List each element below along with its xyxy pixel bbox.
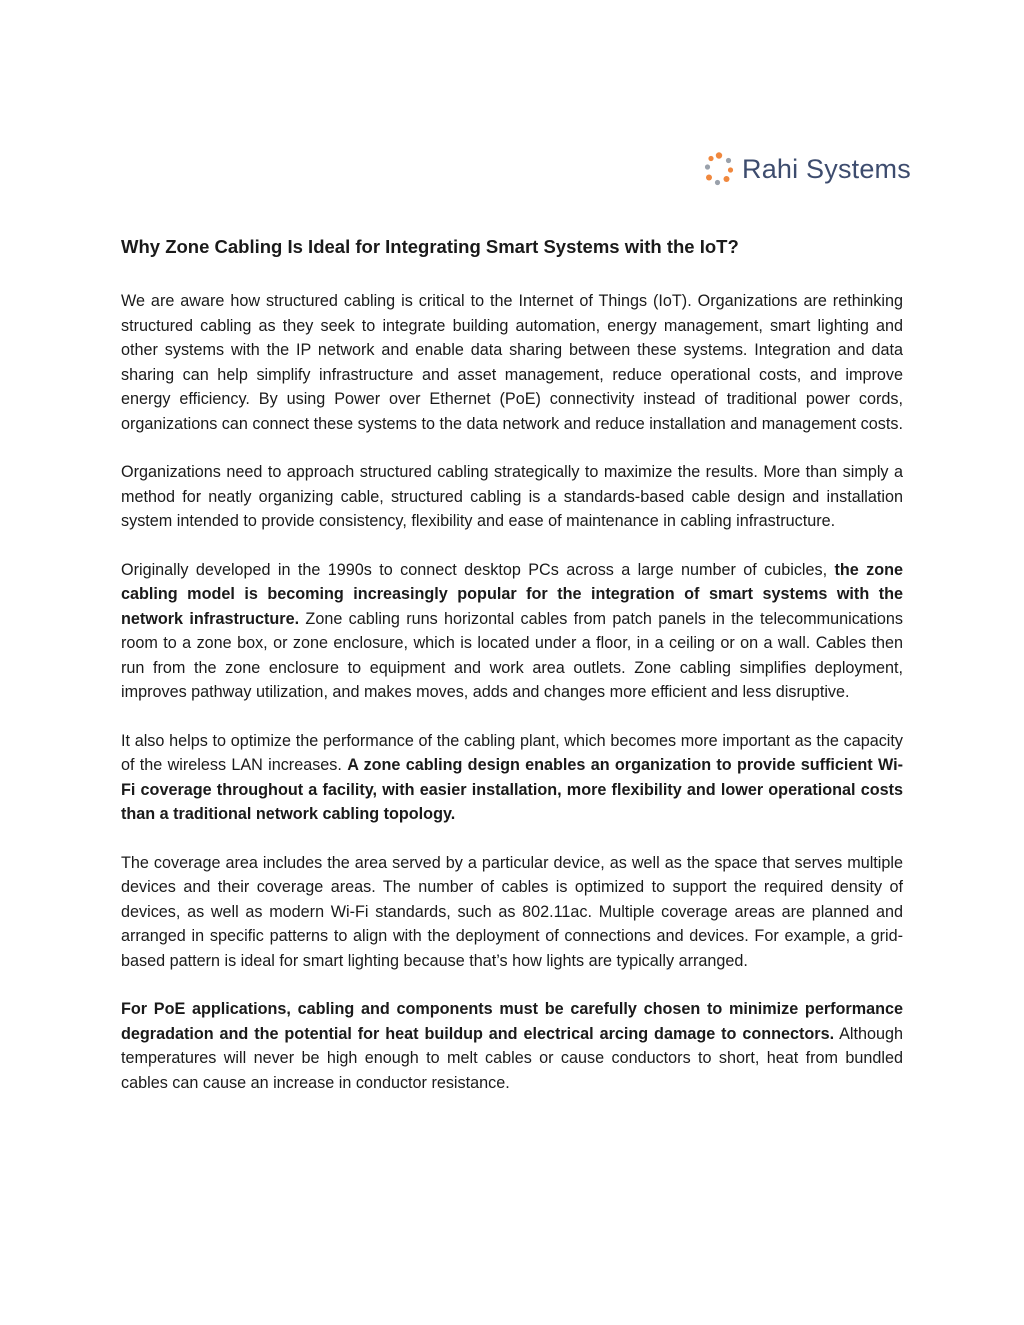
paragraph-2: Organizations need to approach structured cabling strategically to maximize the results. More than simply a method for neatly organizing cable, structured cabling is a standards-based cable design and installation system intended to provide consistency, flexibility and ease of maintenance in cabling infrastructure.	[121, 463, 903, 530]
paragraph-1: We are aware how structured cabling is critical to the Internet of Things (IoT). Organizations are rethinking structured cabling as they seek to integrate building automation, energy management, smart lighting and other systems with the IP network and enable data sharing between these systems. Integration and data sharing can help simplify infrastructure and asset management, reduce operational costs, and improve energy efficiency. By using Power over Ethernet (PoE) connectivity instead of traditional power cords, organizations can connect these systems to the data network and reduce installation and management costs.	[121, 292, 903, 433]
paragraph-3-bold: the zone cabling model is becoming increasingly popular for the integration of smart systems with the network infrastructure.	[121, 560, 904, 628]
company-name: Rahi Systems	[742, 153, 911, 184]
paragraph-4-text-a: It also helps to optimize the performance of the cabling plant, which becomes more important as the capacity of the wireless LAN increases.	[121, 731, 903, 774]
article	[121, 234, 903, 1095]
paragraph-3	[121, 558, 903, 705]
rahi-logo-icon	[704, 152, 734, 186]
paragraph-6	[121, 997, 903, 1095]
company-logo	[704, 152, 911, 186]
paragraph-3-text-c: Zone cabling runs horizontal cables from patch panels in the telecommunications room to a zone box, or zone enclosure, which is located under a floor, in a ceiling or on a wall. Cables then run from the zone enclosure to equipment and work area outlets. Zone cabling simplifies deployment, improves pathway utilization, and makes moves, adds and changes more efficient and less disruptive.	[121, 609, 904, 701]
article-title: Why Zone Cabling Is Ideal for Integrating Smart Systems with the IoT?	[121, 236, 739, 257]
paragraph-4-bold: A zone cabling design enables an organization to provide sufficient Wi-Fi coverage throughout a facility, with easier installation, more flexibility and lower operational costs than a traditional network cabling topology.	[121, 756, 903, 823]
paragraph-4	[121, 729, 903, 827]
paragraph-3-text-a: Originally developed in the 1990s to connect desktop PCs across a large number of cubicles,	[121, 560, 835, 579]
paragraph-6-text-b: Although temperatures will never be high enough to melt cables or cause conductors to short, heat from bundled cables can cause an increase in conductor resistance.	[121, 1024, 903, 1092]
paragraph-5: The coverage area includes the area served by a particular device, as well as the space that serves multiple devices and their coverage areas. The number of cables is optimized to support the required density of devices, as well as modern Wi-Fi standards, such as 802.11ac. Multiple coverage areas are planned and arranged in specific patterns to align with the deployment of connections and devices. For example, a grid-based pattern is ideal for smart lighting because that’s how lights are typically arranged.	[121, 853, 903, 970]
paragraph-6-bold: For PoE applications, cabling and components must be carefully chosen to minimize performance degradation and the potential for heat buildup and electrical arcing damage to connectors.	[121, 1000, 903, 1043]
